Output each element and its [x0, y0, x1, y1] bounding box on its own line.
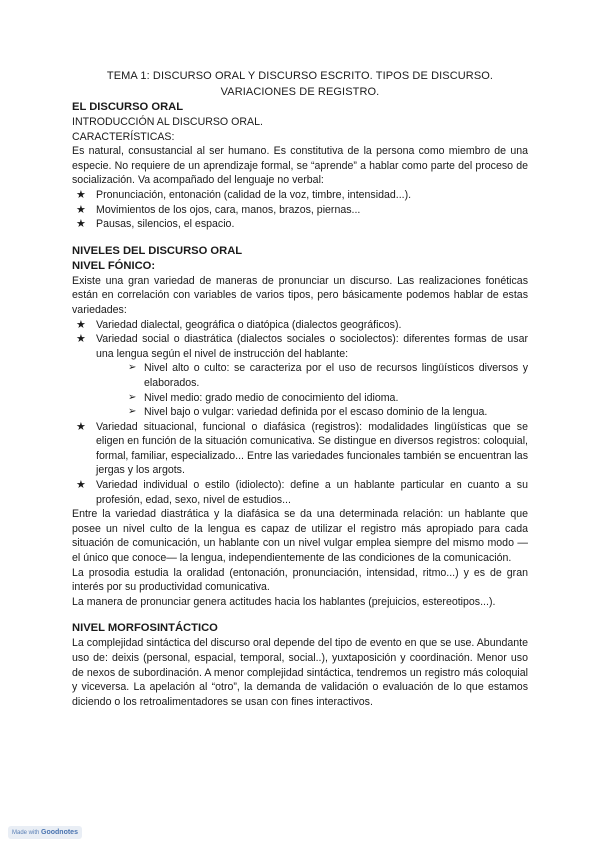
subheading-nivel-fonico: NIVEL FÓNICO: [72, 259, 156, 272]
document-page [72, 68, 528, 709]
actitudes-paragraph: La manera de pronunciar genera actitudes hacia los hablantes (prejuicios, estereotipos...). [72, 595, 496, 608]
document-title [72, 68, 528, 100]
star-bullet-icon: ★ [76, 420, 86, 433]
nonverbal-list [72, 188, 528, 232]
intro-line: INTRODUCCIÓN AL DISCURSO ORAL. [72, 116, 263, 128]
fonico-paragraph: Existe una gran variedad de maneras de pronunciar un discurso. Las realizaciones fonéticas están en correlación con variables de varios tipos, pero básicamente podemos hablar de estas variedades: [72, 274, 528, 316]
variedades-list [72, 318, 528, 508]
prosodia-paragraph: La prosodia estudia la oralidad (entonación, pronunciación, intensidad, ritmo...) y es de gran interés por su productividad comunicativa. [72, 566, 528, 594]
morfosintactico-paragraph: La complejidad sintáctica del discurso oral depende del tipo de evento en que se use. Abundante uso de: deixis (personal, espacial, temporal, social..), yuxtaposición y coordinación. Menor uso de nexos de subordinación. A menor complejidad sintáctica, tendremos un registro más coloquial y viceversa. La apelación al “otro”, la demanda de validación o evaluación de lo que estamos diciendo o los retroalimentadores se usan con fines interactivos. [72, 637, 528, 708]
list-item: ★ Variedad social o diastrática (dialectos sociales o sociolectos): diferentes formas de usar una lengua según el nivel de instrucción del hablante: [76, 333, 528, 360]
star-bullet-icon: ★ [76, 318, 86, 331]
arrow-bullet-icon: ➢ [128, 362, 137, 374]
goodnotes-badge [8, 826, 82, 839]
title-line-2: VARIACIONES DE REGISTRO. [220, 86, 380, 98]
list-item: ★ Variedad individual o estilo (idiolecto): define a un hablante particular en cuanto a su profesión, edad, sexo, nivel de estudios... [76, 479, 528, 506]
badge-brand: Goodnotes [41, 829, 78, 836]
section-heading-morfosintactico: NIVEL MORFOSINTÁCTICO [72, 622, 218, 635]
badge-prefix: Made with [12, 830, 40, 836]
caracteristicas-label: CARACTERÍSTICAS: [72, 130, 175, 143]
sub-list-item: ➢ Nivel alto o culto: se caracteriza por el uso de recursos lingüísticos diversos y elaborados. [128, 362, 528, 389]
list-item: ★ Pausas, silencios, el espacio. [76, 218, 235, 231]
section-heading-niveles: NIVELES DEL DISCURSO ORAL [72, 244, 243, 257]
list-item: ★ Variedad dialectal, geográfica o diatópica (dialectos geográficos). [76, 318, 402, 331]
list-item: ★ Movimientos de los ojos, cara, manos, brazos, piernas... [76, 203, 361, 216]
star-bullet-icon: ★ [76, 188, 86, 201]
caracteristicas-paragraph: Es natural, consustancial al ser humano. Es constitutiva de la persona como miembro de una especie. No requiere de un aprendizaje formal, se “aprende” a hablar como parte del proceso de socialización. Va acompañado del lenguaje no verbal: [72, 145, 528, 187]
star-bullet-icon: ★ [76, 218, 86, 231]
list-item: ★ Pronunciación, entonación (calidad de la voz, timbre, intensidad...). [76, 188, 412, 201]
star-bullet-icon: ★ [76, 333, 86, 346]
arrow-bullet-icon: ➢ [128, 391, 137, 403]
arrow-bullet-icon: ➢ [128, 406, 137, 418]
section-heading-discurso-oral: EL DISCURSO ORAL [72, 101, 184, 113]
star-bullet-icon: ★ [76, 479, 86, 492]
relacion-paragraph: Entre la variedad diastrática y la diafásica se da una determinada relación: un hablante que posee un nivel culto de la lengua es capaz de utilizar el registro más apropiado para cada situación de comunicación, un hablante con un nivel vulgar emplea siempre del mismo modo —el único que conoce— la lengua, independientemente de las condiciones de la comunicación. [72, 508, 528, 565]
sub-list-item: ➢ Nivel medio: grado medio de conocimiento del idioma. [128, 391, 399, 404]
sub-list-item: ➢ Nivel bajo o vulgar: variedad definida por el escaso dominio de la lengua. [128, 406, 488, 419]
title-line-1: TEMA 1: DISCURSO ORAL Y DISCURSO ESCRITO. TIPOS DE DISCURSO. [106, 70, 494, 82]
star-bullet-icon: ★ [76, 203, 86, 216]
list-item: ★ Variedad situacional, funcional o diafásica (registros): modalidades lingüísticas que se eligen en función de la situación comunicativa. Se distingue en diversos registros: coloquial, formal, familiar, especializado... Entre las variedades funcionales también se encuentran las jergas y los argots. [76, 420, 528, 477]
